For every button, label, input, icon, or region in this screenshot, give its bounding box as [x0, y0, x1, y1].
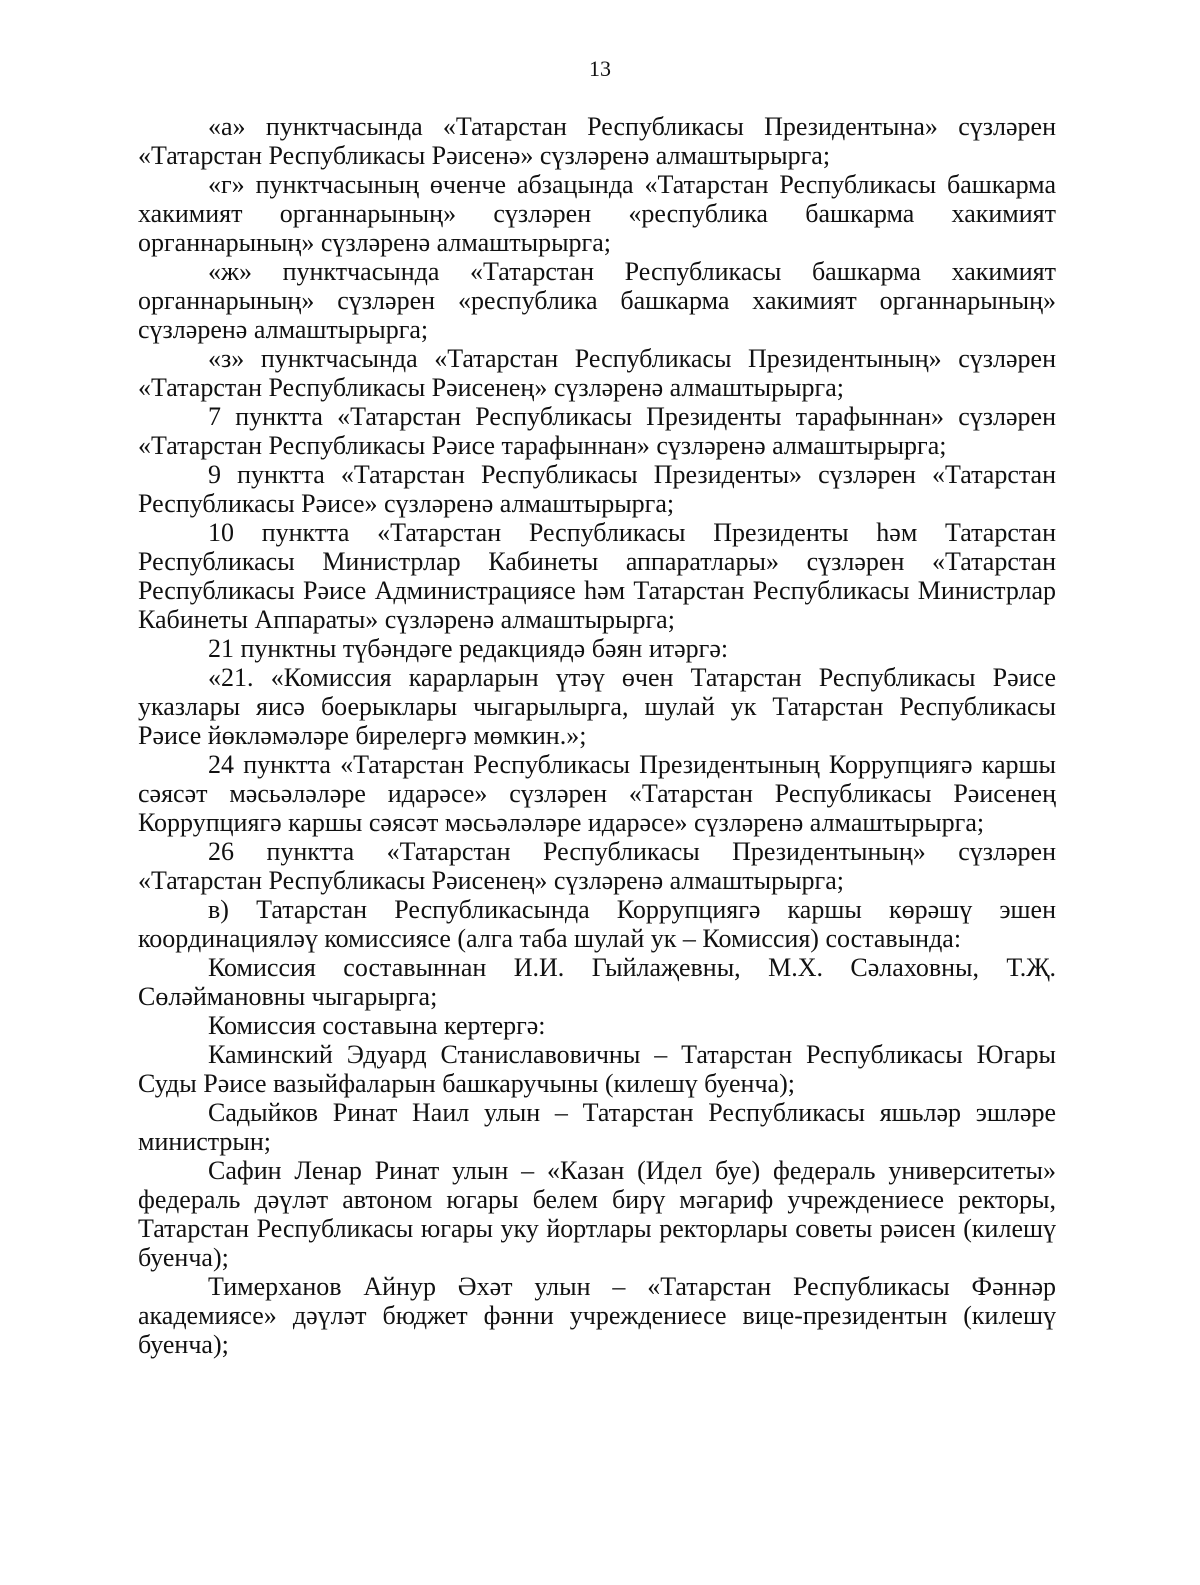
paragraph-v-commission: в) Татарстан Республикасында Коррупциягә каршы көрәшү эшен координацияләү комиссиясе (алга таба шулай ук – Комиссия) составында: [138, 895, 1056, 953]
paragraph-z-subitem: «з» пунктчасында «Татарстан Республикасы Президентының» сүзләрен «Татарстан Республикасы Рәисенең» сүзләренә алмаштырырга; [138, 344, 1056, 402]
member-safin: Сафин Ленар Ринат улын – «Казан (Идел буе) федераль университеты» федераль дәүләт автоном югары белем бирү мәгариф учреждениесе ректоры, Татарстан Республикасы югары уку йортлары ректорлары советы рәисен (килешү буенча); [138, 1156, 1056, 1272]
paragraph-item-26: 26 пунктта «Татарстан Республикасы Президентының» сүзләрен «Татарстан Республикасы Рәисенең» сүзләренә алмаштырырга; [138, 837, 1056, 895]
document-body [138, 112, 1056, 1359]
paragraph-a-subitem: «а» пунктчасында «Татарстан Республикасы Президентына» сүзләрен «Татарстан Республикасы Рәисенә» сүзләренә алмаштырырга; [138, 112, 1056, 170]
paragraph-item-21-text: «21. «Комиссия карарларын үтәү өчен Татарстан Республикасы Рәисе указлары яисә боерыклары чыгарылырга, шулай ук Татарстан Республикасы Рәисе йөкләмәләре бирелергә мөмкин.»; [138, 663, 1056, 750]
paragraph-item-24: 24 пунктта «Татарстан Республикасы Президентының Коррупциягә каршы сәясәт мәсьәләләре идарәсе» сүзләрен «Татарстан Республикасы Рәисенең Коррупциягә каршы сәясәт мәсьәләләре идарәсе» сүзләренә алмаштырырга; [138, 750, 1056, 837]
paragraph-zh-subitem: «ж» пунктчасында «Татарстан Республикасы башкарма хакимият органнарының» сүзләрен «республика башкарма хакимият органнарының» сүзләренә алмаштырырга; [138, 257, 1056, 344]
paragraph-exclude-members: Комиссия составыннан И.И. Гыйлаҗевны, М.Х. Сәлаховны, Т.Җ. Сөләймановны чыгарырга; [138, 953, 1056, 1011]
paragraph-item-7: 7 пунктта «Татарстан Республикасы Президенты тарафыннан» сүзләрен «Татарстан Республикасы Рәисе тарафыннан» сүзләренә алмаштырырга; [138, 402, 1056, 460]
paragraph-item-10: 10 пунктта «Татарстан Республикасы Президенты һәм Татарстан Республикасы Министрлар Кабинеты аппаратлары» сүзләрен «Татарстан Республикасы Рәисе Администрациясе һәм Татарстан Республикасы Министрлар Кабинеты Аппараты» сүзләренә алмаштырырга; [138, 518, 1056, 634]
member-timerkhanov: Тимерханов Айнур Әхәт улын – «Татарстан Республикасы Фәннәр академиясе» дәүләт бюджет фәнни учреждениесе вице-президентын (килешү буенча); [138, 1272, 1056, 1359]
paragraph-item-9: 9 пунктта «Татарстан Республикасы Президенты» сүзләрен «Татарстан Республикасы Рәисе» сүзләренә алмаштырырга; [138, 460, 1056, 518]
member-kaminsky: Каминский Эдуард Станиславовичны – Татарстан Республикасы Югары Суды Рәисе вазыйфаларын башкаручыны (килешү буенча); [138, 1040, 1056, 1098]
paragraph-item-21-intro: 21 пунктны түбәндәге редакциядә бәян итәргә: [208, 634, 729, 663]
paragraph-g-subitem: «г» пунктчасының өченче абзацында «Татарстан Республикасы башкарма хакимият органнарының» сүзләрен «республика башкарма хакимият органнарының» сүзләренә алмаштырырга; [138, 170, 1056, 257]
page-number: 13 [589, 56, 611, 81]
member-sadykov: Садыйков Ринат Наил улын – Татарстан Республикасы яшьләр эшләре министрын; [138, 1098, 1056, 1156]
paragraph-include-intro: Комиссия составына кертергә: [208, 1011, 546, 1040]
